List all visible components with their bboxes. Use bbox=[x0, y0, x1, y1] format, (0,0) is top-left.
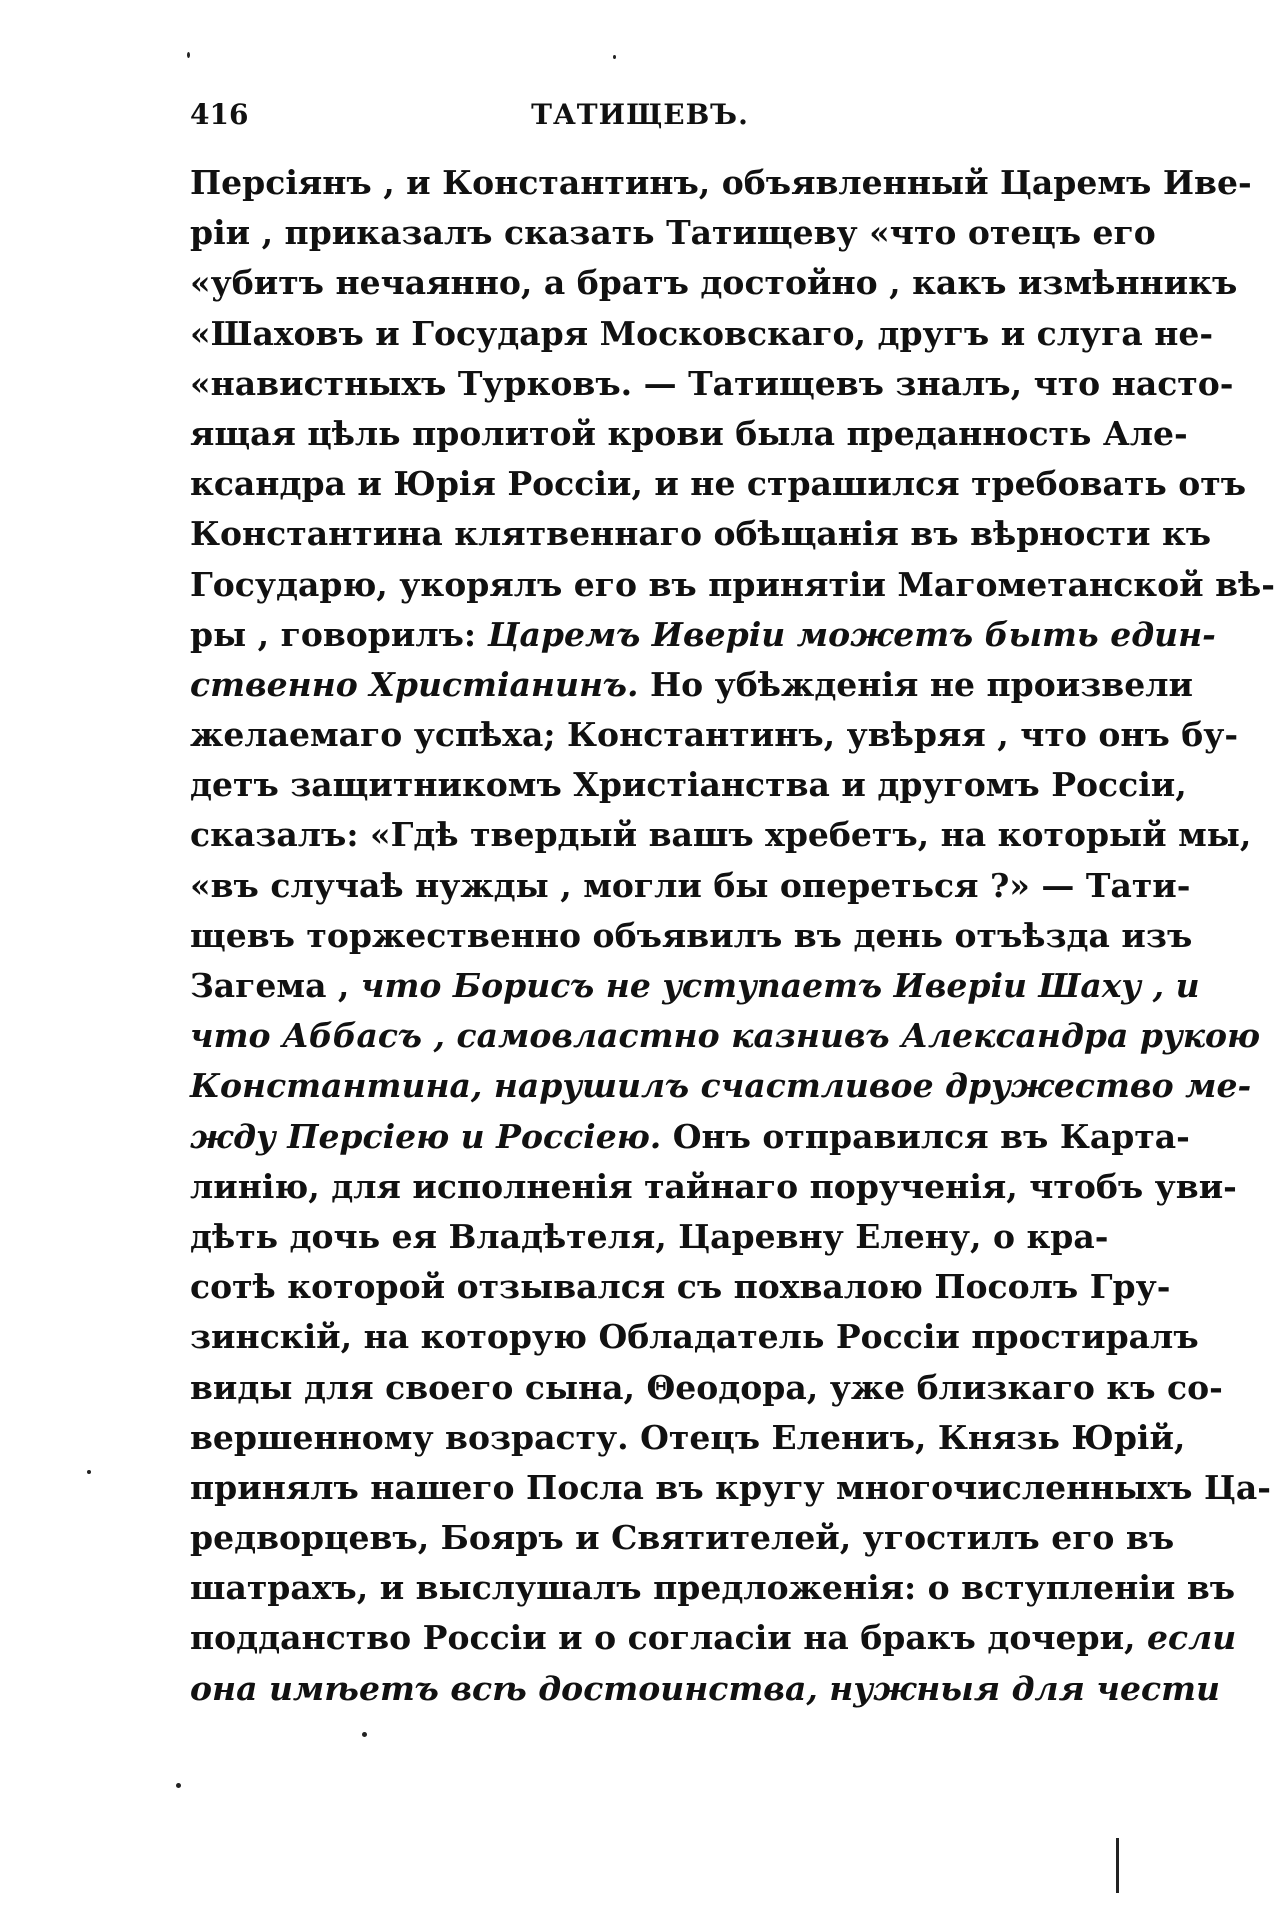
text-line bbox=[190, 1262, 1171, 1312]
italic-run: Константина, нарушилъ счастливое дружество ме- bbox=[190, 1066, 1252, 1106]
print-speck bbox=[362, 1732, 367, 1737]
text-line bbox=[190, 1613, 1237, 1663]
text-run: ксандра и Юрія Россіи, и не страшился требовать отъ bbox=[190, 464, 1247, 504]
running-title: ТАТИЩЕВЪ. bbox=[531, 98, 749, 131]
text-line bbox=[190, 1212, 1109, 1262]
text-line bbox=[190, 258, 1238, 308]
text-line bbox=[190, 1563, 1236, 1613]
italic-run: что Аббасъ , самовластно казнивъ Александра рукою bbox=[190, 1016, 1261, 1056]
text-run: детъ защитникомъ Христіанства и другомъ Россіи, bbox=[190, 765, 1187, 805]
text-run: щевъ торжественно объявилъ въ день отъѣзда изъ bbox=[190, 915, 1193, 955]
italic-run: жду Персіею и Россіею. bbox=[190, 1116, 662, 1156]
text-run: принялъ нашего Посла въ кругу многочисленныхъ Ца- bbox=[190, 1467, 1271, 1507]
text-run: «Шаховъ и Государя Московскаго, другъ и слуга не- bbox=[190, 313, 1214, 353]
text-run: зинскій, на которую Обладатель Россіи простиралъ bbox=[190, 1317, 1199, 1357]
text-line bbox=[190, 208, 1156, 258]
text-line bbox=[190, 1513, 1175, 1563]
text-run: Загема , bbox=[190, 966, 361, 1005]
text-line bbox=[190, 961, 1200, 1011]
text-line bbox=[190, 309, 1214, 359]
text-line bbox=[190, 409, 1188, 459]
body-text bbox=[190, 158, 1275, 1714]
italic-run: ственно Христіанинъ. bbox=[190, 664, 639, 704]
text-line bbox=[190, 1011, 1261, 1061]
page-edge-mark bbox=[1116, 1838, 1119, 1893]
text-line bbox=[190, 1112, 1190, 1162]
text-run: Константина клятвеннаго обѣщанія въ вѣрности къ bbox=[190, 514, 1212, 554]
text-line bbox=[190, 158, 1252, 208]
text-line bbox=[190, 359, 1234, 409]
text-line bbox=[190, 810, 1252, 860]
text-line bbox=[190, 1363, 1223, 1413]
text-line bbox=[190, 710, 1239, 760]
italic-run: если bbox=[1147, 1618, 1237, 1658]
text-run: сотѣ которой отзывался съ похвалою Посолъ Гру- bbox=[190, 1267, 1171, 1307]
text-run: Государю, укорялъ его въ принятіи Магометанской вѣ- bbox=[190, 564, 1275, 604]
text-run: линію, для исполненія тайнаго порученія, чтобъ уви- bbox=[190, 1166, 1237, 1206]
text-run: Но убѣжденія не произвели bbox=[638, 664, 1193, 704]
print-speck bbox=[87, 1470, 91, 1474]
page-number: 416 bbox=[190, 98, 249, 131]
text-line bbox=[190, 1413, 1186, 1463]
text-line bbox=[190, 1463, 1271, 1513]
text-line bbox=[190, 660, 1193, 710]
text-run: вершенному возрасту. Отецъ Елениъ, Князь Юрій, bbox=[190, 1417, 1186, 1457]
text-run: шатрахъ, и выслушалъ предложенія: о вступленіи въ bbox=[190, 1568, 1236, 1608]
page-header bbox=[190, 98, 1090, 138]
text-run: редворцевъ, Бояръ и Святителей, угостилъ его въ bbox=[190, 1518, 1175, 1558]
text-run: ры , говорилъ: bbox=[190, 614, 488, 654]
italic-run: она имѣетъ всѣ достоинства, нужныя для чести bbox=[190, 1668, 1221, 1708]
text-line bbox=[190, 1061, 1252, 1111]
print-speck bbox=[187, 52, 190, 58]
text-line bbox=[190, 560, 1275, 610]
text-line bbox=[190, 760, 1187, 810]
italic-run: что Борисъ не уступаетъ Иверіи Шаху , и bbox=[360, 966, 1200, 1005]
text-run: «въ случаѣ нужды , могли бы опереться ?» — Тати- bbox=[190, 865, 1191, 905]
text-line bbox=[190, 911, 1193, 961]
print-speck bbox=[613, 55, 616, 59]
text-line bbox=[190, 459, 1247, 509]
italic-run: Царемъ Иверіи можетъ быть един- bbox=[487, 614, 1216, 654]
text-run: ріи , приказалъ сказать Татищеву «что отецъ его bbox=[190, 213, 1156, 253]
text-run: «навистныхъ Турковъ. — Татищевъ зналъ, что насто- bbox=[190, 363, 1234, 403]
text-run: виды для своего сына, Θеодора, уже близкаго къ со- bbox=[190, 1367, 1223, 1407]
text-line bbox=[190, 1664, 1221, 1714]
text-run: Онъ отправился въ Карта- bbox=[661, 1116, 1190, 1156]
text-line bbox=[190, 509, 1212, 559]
text-run: ящая цѣль пролитой крови была преданность Але- bbox=[190, 413, 1188, 453]
text-line bbox=[190, 1312, 1199, 1362]
text-run: сказалъ: «Гдѣ твердый вашъ хребетъ, на который мы, bbox=[190, 815, 1252, 855]
text-line bbox=[190, 1162, 1237, 1212]
text-run: подданство Россіи и о согласіи на бракъ дочери, bbox=[190, 1618, 1148, 1658]
text-run: «убитъ нечаянно, а братъ достойно , какъ измѣнникъ bbox=[190, 263, 1238, 303]
text-run: дѣть дочь ея Владѣтеля, Царевну Елену, о кра- bbox=[190, 1216, 1109, 1256]
text-line bbox=[190, 610, 1216, 660]
text-line bbox=[190, 861, 1191, 911]
text-run: Персіянъ , и Константинъ, объявленный Царемъ Иве- bbox=[190, 163, 1252, 202]
text-run: желаемаго успѣха; Константинъ, увѣряя , что онъ бу- bbox=[190, 715, 1239, 755]
print-speck bbox=[176, 1783, 181, 1788]
